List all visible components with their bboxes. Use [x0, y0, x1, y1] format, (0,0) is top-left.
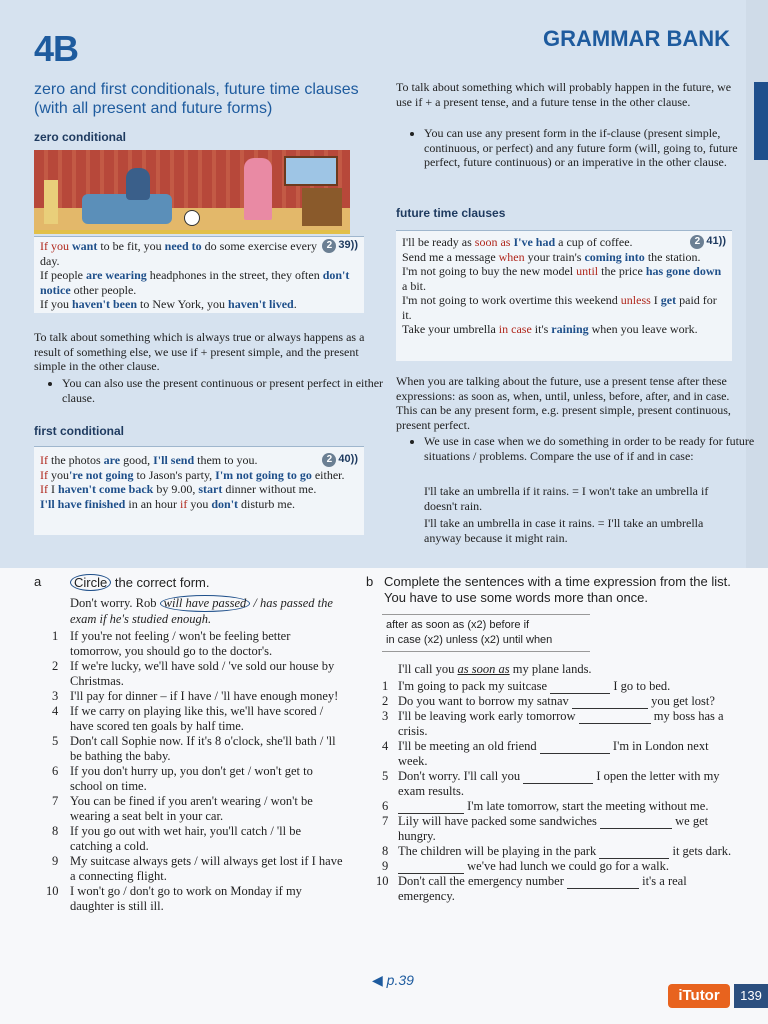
exercise-b — [366, 574, 736, 904]
exercise-a-item: 8 If you go out with wet hair, you'll catch / 'll be catching a cold. — [52, 824, 302, 853]
exercise-a-item: 9 My suitcase always gets / will always get lost if I have a connecting flight. — [52, 854, 343, 883]
circle-word: Circle — [70, 574, 111, 591]
exercise-b-item: 3 I'll be leaving work early tomorrow my boss has a crisis. — [382, 709, 724, 738]
word-list — [382, 614, 590, 652]
answer-blank[interactable] — [540, 753, 610, 754]
future-examples-box — [396, 230, 732, 361]
future-example-1: I'll be ready as soon as I've had a cup of coffee. — [402, 235, 633, 249]
page-number: 139 — [734, 984, 768, 1008]
exercise-a — [34, 574, 344, 914]
future-explanation: When you are talking about the future, use a present tense after these expressions: as soon as, when, until, unless, before, after, and in case. This can be any present form, e.g. present simple, present continuous, present perfect. — [396, 374, 731, 432]
compare-if: I'll take an umbrella if it rains. = I won't take an umbrella if doesn't rain. — [424, 484, 709, 513]
audio-track-39[interactable]: 2 39)) — [322, 239, 358, 253]
exercise-a-item: 2 If we're lucky, we'll have sold / 've sold our house by Christmas. — [52, 659, 335, 688]
in-case-bullet: • We use in case when we do something in order to be ready for future situations / problems. Compare the use of if and in case: — [424, 434, 760, 463]
future-example-5: Take your umbrella in case it's raining when you leave work. — [402, 322, 698, 336]
answer-blank[interactable] — [523, 783, 593, 784]
grammar-bank-heading: GRAMMAR BANK — [543, 26, 730, 51]
exercise-a-item: 1 If you're not feeling / won't be feeling better tomorrow, you should go to the doctor's. — [52, 629, 291, 658]
first-example-1: If the photos are good, I'll send them to you. — [40, 453, 258, 467]
section-title: zero and first conditionals, future time clauses (with all present and future forms) — [34, 81, 359, 117]
exercise-b-item: 9 we've had lunch we could go for a walk. — [382, 859, 669, 873]
exercise-b-item: 2 Do you want to borrow my satnav you get lost? — [382, 694, 715, 708]
exercise-a-instruction-text: the correct form. — [111, 575, 210, 590]
exercise-a-item: 4 If we carry on playing like this, we'll have scored / have scored ten goals by half time. — [52, 704, 324, 733]
answer-blank[interactable] — [567, 888, 639, 889]
zero-examples-box — [34, 236, 364, 313]
exercise-b-item: 7 Lily will have packed some sandwiches we get hungry. — [382, 814, 709, 843]
first-examples-box — [34, 446, 364, 535]
audio-track-41[interactable]: 2 41)) — [690, 235, 726, 249]
right-bullet: • You can use any present form in the if-clause (present simple, continuous, or perfect) and any future form (will, going to, future perfect, future continuous) or an imperative in the other clause. — [424, 126, 760, 170]
example-circled-answer: will have passed — [160, 595, 251, 612]
arrow-left-icon: ◀ — [372, 972, 383, 988]
exercise-a-item: 3 I'll pay for dinner – if I have / 'll have enough money! — [52, 689, 339, 703]
in-case-bullets — [396, 434, 760, 463]
exercise-b-item: 10 Don't call the emergency number it's a real emergency. — [376, 874, 687, 903]
exercise-b-label: b — [366, 574, 374, 589]
first-conditional-subhead: first conditional — [34, 424, 124, 438]
exercise-b-example: I'll call you as soon as my plane lands. — [398, 662, 592, 676]
exercise-a-item: 6 If you don't hurry up, you don't get / won't get to school on time. — [52, 764, 313, 793]
exercise-b-item: 6 I'm late tomorrow, start the meeting without me. — [382, 799, 709, 813]
word-list-row-1: after as soon as (x2) before if — [386, 619, 530, 631]
answer-blank[interactable] — [579, 723, 651, 724]
exercise-a-item: 10 I won't go / don't go to work on Monday if my daughter is still ill. — [46, 884, 302, 913]
unit-number: 4B — [34, 28, 79, 69]
future-example-2: Send me a message when your train's coming into the station. — [402, 249, 701, 264]
itutor-logo: iTutor — [668, 984, 730, 1008]
right-bullets — [396, 126, 760, 170]
exercise-a-item: 7 You can be fined if you aren't wearing / won't be wearing a seat belt in your car. — [52, 794, 313, 823]
zero-example-3: If you haven't been to New York, you haven't lived. — [40, 297, 297, 311]
word-list-row-2: in case (x2) unless (x2) until when — [386, 634, 553, 646]
zero-bullets — [34, 376, 394, 405]
exercise-b-item: 4 I'll be meeting an old friend I'm in London next week. — [382, 739, 709, 768]
exercise-b-item: 5 Don't worry. I'll call you I open the letter with my exam results. — [382, 769, 720, 798]
zero-example-1: If you want to be fit, you need to do some exercise every day. — [40, 239, 317, 268]
first-conditional-intro: To talk about something which will probably happen in the future, we use if + a present tense, and a future tense in the other clause. — [396, 80, 732, 109]
zero-example-2: If people are wearing headphones in the street, they often don't notice other people. — [40, 268, 350, 297]
example-answer: as soon as — [457, 662, 510, 676]
future-example-3: I'm not going to buy the new model until the price has gone down a bit. — [402, 264, 722, 293]
first-example-3: If I haven't come back by 9.00, start dinner without me. — [40, 482, 317, 496]
first-example-4: I'll have finished in an hour if you don't disturb me. — [40, 496, 296, 511]
answer-blank[interactable] — [600, 828, 672, 829]
exercise-a-label: a — [34, 574, 42, 589]
zero-explanation: To talk about something which is always true or always happens as a result of something else, we use if + present simple, and the present simple in the other clause. — [34, 330, 365, 373]
illustration — [34, 150, 350, 234]
exercise-a-example: Don't worry. Rob will have passed / has passed the exam if he's studied enough. — [70, 596, 333, 626]
compare-in-case: I'll take an umbrella in case it rains. = I'll take an umbrella anyway because it might rain. — [424, 516, 704, 545]
zero-conditional-subhead: zero conditional — [34, 130, 127, 144]
exercise-b-instruction-text: Complete the sentences with a time expression from the list. You have to use some words more than once. — [384, 574, 731, 605]
exercise-b-item: 8 The children will be playing in the park it gets dark. — [382, 844, 732, 858]
future-time-clauses-subhead: future time clauses — [396, 206, 506, 220]
first-example-2: If you're not going to Jason's party, I'm not going to go either. — [40, 467, 345, 482]
page-reference-link[interactable]: ◀ p.39 — [372, 972, 414, 988]
exercise-b-item: 1 I'm going to pack my suitcase I go to bed. — [382, 679, 671, 693]
future-example-4: I'm not going to work overtime this weekend unless I get paid for it. — [402, 293, 717, 322]
exercise-a-item: 5 Don't call Sophie now. If it's 8 o'clock, she'll bath / 'll be bathing the baby. — [52, 734, 336, 763]
audio-track-40[interactable]: 2 40)) — [322, 453, 358, 467]
exercise-a-instruction — [34, 574, 344, 591]
exercise-b-instruction — [366, 574, 736, 606]
zero-bullet: • You can also use the present continuous or present perfect in either clause. — [62, 376, 394, 405]
